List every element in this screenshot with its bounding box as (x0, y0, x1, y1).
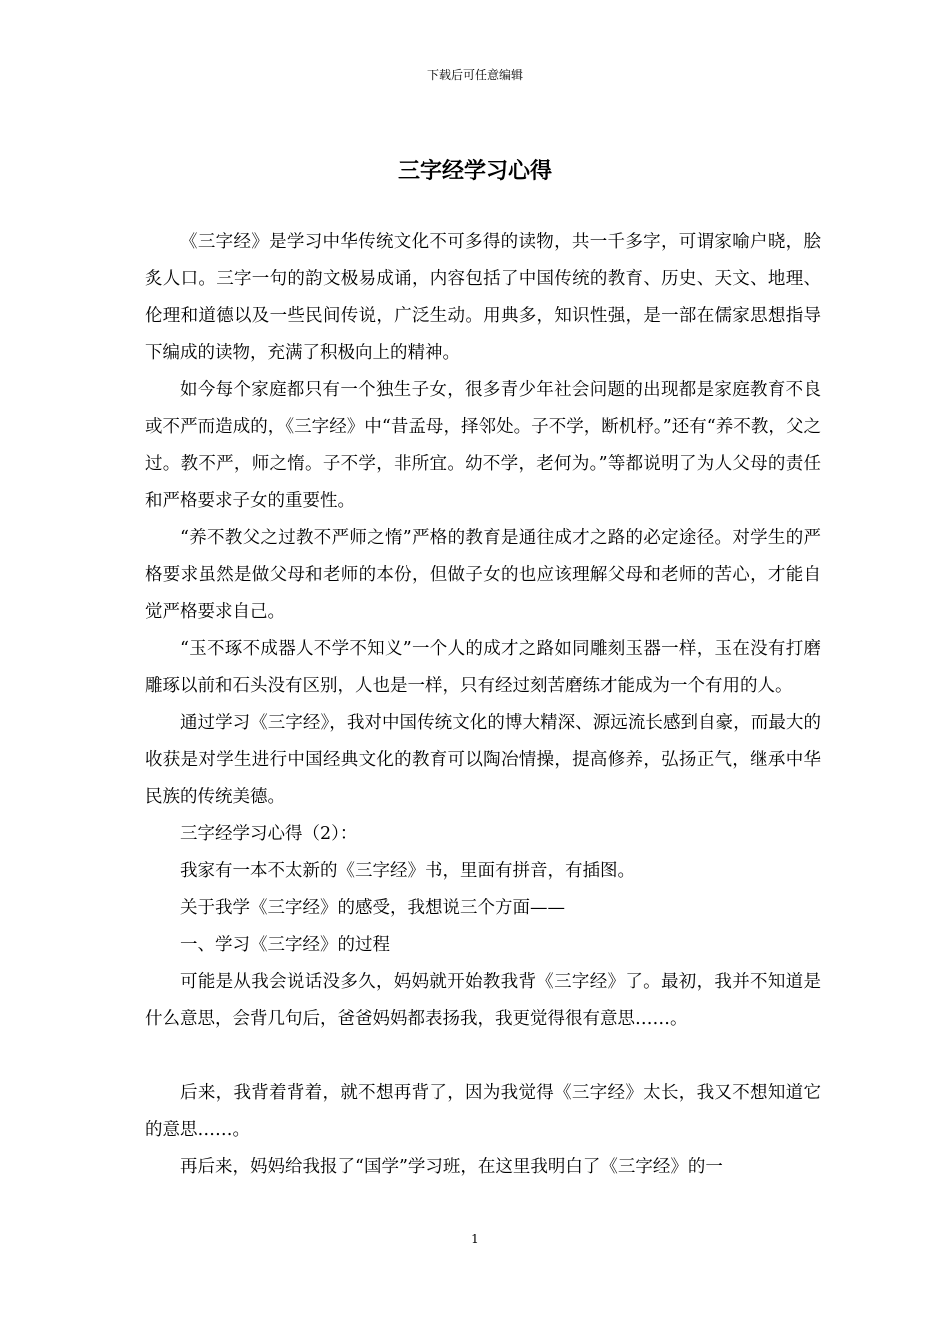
document-body (145, 224, 821, 1186)
paragraph-2: 如今每个家庭都只有一个独生子女，很多青少年社会问题的出现都是家庭教育不良或不严而造成的，《三字经》中“昔孟母，择邻处。子不学，断机杼。”还有“养不教，父之过。教不严，师之惰。子不学，非所宜。幼不学，老何为。”等都说明了为人父母的责任和严格要求子女的重要性。 (145, 380, 821, 511)
paragraph-3: “养不教父之过教不严师之惰”严格的教育是通往成才之路的必定途径。对学生的严格要求虽然是做父母和老师的本份，但做子女的也应该理解父母和老师的苦心，才能自觉严格要求自己。 (145, 528, 821, 622)
paragraph-10: 再后来，妈妈给我报了“国学”学习班，在这里我明白了《三字经》的一 (180, 1157, 723, 1177)
subsection-heading-1: 一、学习《三字经》的过程 (180, 935, 390, 955)
paragraph-8: 可能是从我会说话没多久，妈妈就开始教我背《三字经》了。最初，我并不知道是什么意思，会背几句后，爸爸妈妈都表扬我，我更觉得很有意思……。 (145, 972, 821, 1029)
paragraph-1: 《三字经》是学习中华传统文化不可多得的读物，共一千多字，可谓家喻户晓，脍炙人口。三字一句的韵文极易成诵，内容包括了中国传统的教育、历史、天文、地理、伦理和道德以及一些民间传说，广泛生动。用典多，知识性强，是一部在儒家思想指导下编成的读物，充满了积极向上的精神。 (145, 232, 821, 363)
blank-line (145, 1038, 821, 1075)
paragraph-7: 关于我学《三字经》的感受，我想说三个方面—— (180, 898, 565, 918)
paragraph-5: 通过学习《三字经》，我对中国传统文化的博大精深、源远流长感到自豪，而最大的收获是对学生进行中国经典文化的教育可以陶冶情操，提高修养，弘扬正气，继承中华民族的传统美德。 (145, 713, 821, 807)
paragraph-9: 后来，我背着背着，就不想再背了，因为我觉得《三字经》太长，我又不想知道它的意思……。 (145, 1083, 821, 1140)
paragraph-4: “玉不琢不成器人不学不知义”一个人的成才之路如同雕刻玉器一样，玉在没有打磨雕琢以前和石头没有区别，人也是一样，只有经过刻苦磨练才能成为一个有用的人。 (145, 639, 821, 696)
document-title: 三字经学习心得 (397, 158, 552, 184)
header-note: 下载后可任意编辑 (426, 68, 523, 82)
section-heading-2: 三字经学习心得（2）： (180, 824, 358, 844)
page-number: 1 (471, 1232, 479, 1246)
paragraph-6: 我家有一本不太新的《三字经》书，里面有拼音，有插图。 (180, 861, 635, 881)
